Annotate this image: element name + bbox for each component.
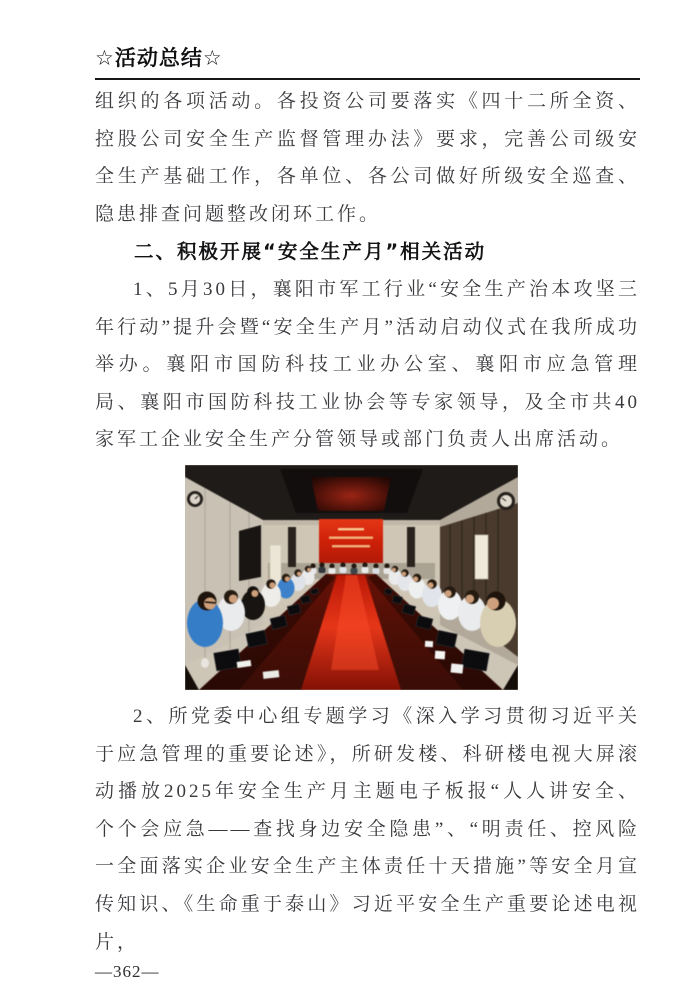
paragraph-item1: 1、5月30日，襄阳市军工行业“安全生产治本攻坚三年行动”提升会暨“安全生产月”活动启动仪式在我所成功举办。襄阳市国防科技工业办公室、襄阳市应急管理局、襄阳市国防科技工业协会等专家领导，及全市共40家军工企业安全生产分管领导或部门负责人出席活动。 bbox=[95, 278, 640, 451]
section-heading: 二、积极开展“安全生产月”相关活动 bbox=[134, 240, 487, 264]
page-title: ☆活动总结☆ bbox=[95, 46, 223, 70]
conference-photo bbox=[185, 465, 518, 690]
projection-screen bbox=[319, 519, 383, 563]
wall-clock-left bbox=[187, 491, 203, 507]
page-number: —362— bbox=[95, 962, 160, 982]
air-conditioner-right bbox=[475, 535, 488, 579]
header-rule bbox=[95, 78, 640, 80]
air-conditioner-left bbox=[270, 545, 281, 585]
page-header bbox=[95, 45, 640, 80]
paragraph-continued: 组织的各项活动。各投资公司要落实《四十二所全资、控股公司安全生产监督管理办法》要求，完善公司级安全生产基础工作，各单位、各公司做好所级安全巡查、隐患排查问题整改闭环工作。 bbox=[95, 91, 640, 225]
conference-room-illustration bbox=[185, 465, 518, 690]
wall-clock-right bbox=[497, 492, 515, 510]
paragraph-item2: 2、所党委中心组专题学习《深入学习贯彻习近平关于应急管理的重要论述》，所研发楼、科研楼电视大屏滚动播放2025年安全生产月主题电子板报“人人讲安全、个个会应急——查找身边安全隐患”、“明责任、控风险一全面落实企业安全生产主体责任十天措施”等安全月宣传知识、《生命重于泰山》习近平安全生产重要论述电视片， bbox=[95, 705, 640, 953]
